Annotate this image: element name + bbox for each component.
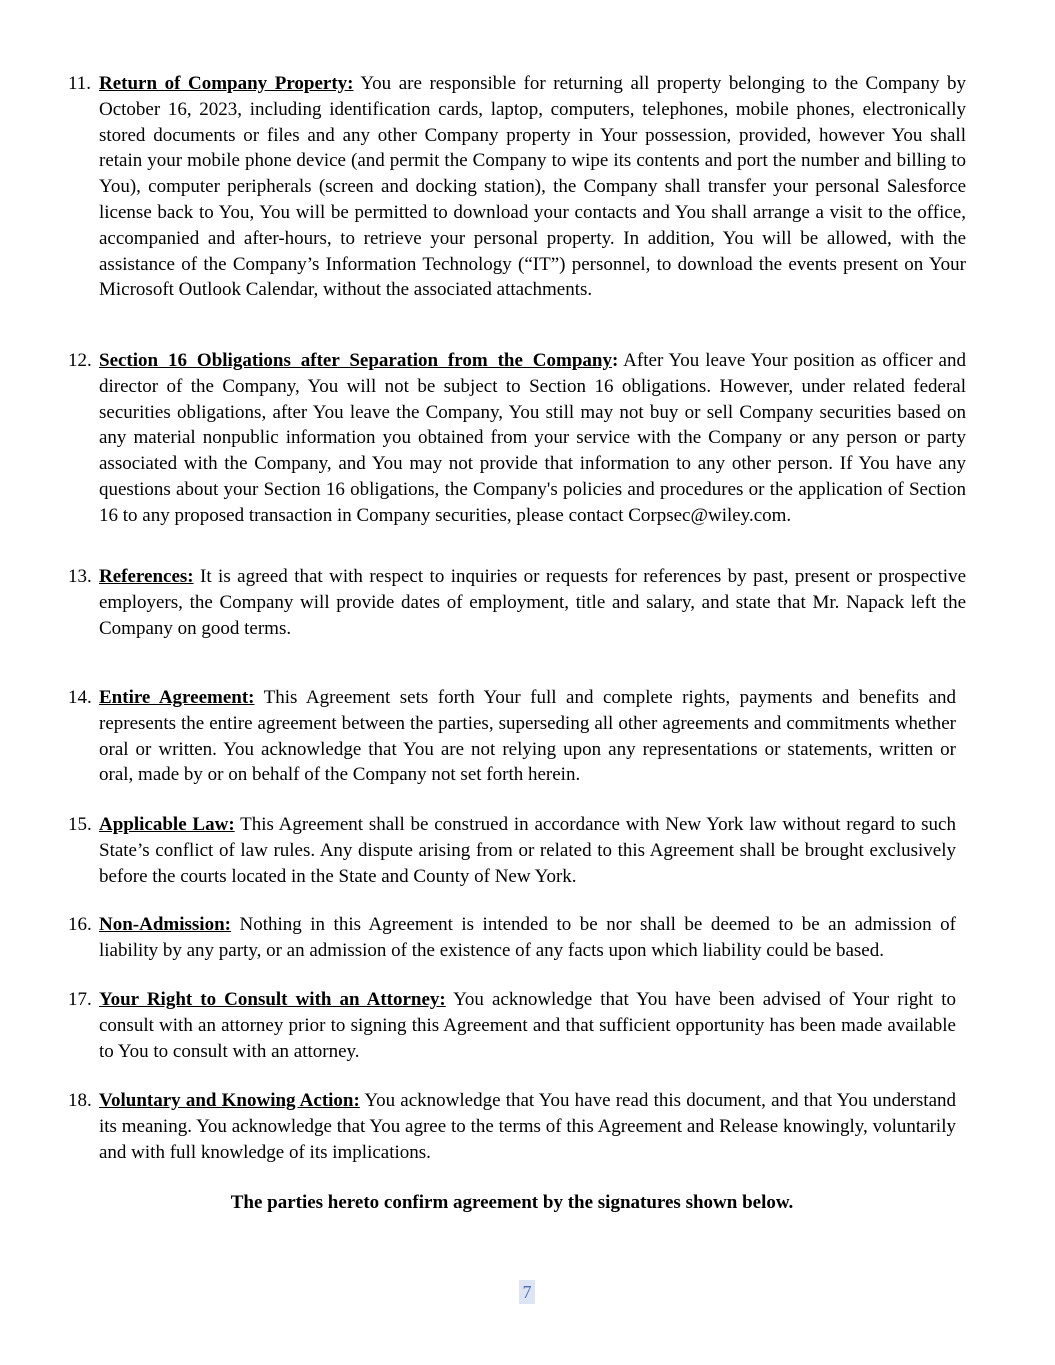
section-text: It is agreed that with respect to inquiries or requests for references by past, present or prospective employers, the Company will provide dates of employment, title and salary, and state that Mr. Napack left the Company on good terms. [99, 566, 966, 639]
section-text: You acknowledge that You have been advised of Your right to consult with an attorney prior to signing this Agreement and that sufficient opportunity has been made available to You to consult with an attorney. [99, 989, 956, 1062]
section-heading: Applicable Law: [99, 814, 235, 835]
section-paragraph [99, 912, 956, 964]
section-text: You are responsible for returning all property belonging to the Company by October 16, 2023, including identification cards, laptop, computers, telephones, mobile phones, electronically stored documents or files and any other Company property in Your possession, provided, however You shall retain your mobile phone device (and permit the Company to wipe its contents and port the number and billing to You), computer peripherals (screen and docking station), the Company shall transfer your personal Salesforce license back to You, You will be permitted to download your contacts and You shall arrange a visit to the office, accompanied and after-hours, to retrieve your personal property. In addition, You will be allowed, with the assistance of the Company’s Information Technology (“IT”) personnel, to download the events present on Your Microsoft Outlook Calendar, without the associated attachments. [99, 73, 966, 301]
section-number: 16. [68, 914, 92, 935]
section-paragraph [99, 987, 956, 1064]
section-heading-colon: : [612, 350, 619, 371]
section-paragraph [99, 685, 956, 788]
section-heading: Entire Agreement: [99, 687, 255, 708]
section-heading: Non-Admission: [99, 914, 231, 935]
section-text: You acknowledge that You have read this document, and that You understand its meaning. You acknowledge that You agree to the terms of this Agreement and Release knowingly, voluntarily and with full knowledge of its implications. [99, 1090, 956, 1163]
section-18 [68, 1088, 956, 1165]
section-heading: Return of Company Property: [99, 73, 354, 94]
section-heading: Voluntary and Knowing Action: [99, 1090, 360, 1111]
section-text: Nothing in this Agreement is intended to be nor shall be deemed to be an admission of liability by any party, or an admission of the existence of any facts upon which liability could be based. [99, 914, 956, 961]
page-number: 7 [519, 1280, 535, 1304]
section-text: This Agreement sets forth Your full and complete rights, payments and benefits and represents the entire agreement between the parties, superseding all other agreements and commitments whether oral or written. You acknowledge that You are not relying upon any representations or statements, written or oral, made by or on behalf of the Company not set forth herein. [99, 687, 956, 786]
section-paragraph [99, 71, 966, 303]
section-14 [68, 685, 956, 788]
section-16 [68, 912, 956, 964]
section-text: After You leave Your position as officer and director of the Company, You will not be subject to Section 16 obligations. However, under related federal securities obligations, after You leave the Company, You still may not buy or sell Company securities based on any material nonpublic information you obtained from your service with the Company or any person or party associated with the Company, and You may not provide that information to any other person. If You have any questions about your Section 16 obligations, the Company's policies and procedures or the application of Section 16 to any proposed transaction in Company securities, please contact Corpsec@wiley.com. [99, 350, 966, 526]
section-number: 11. [68, 73, 92, 94]
section-paragraph [99, 812, 956, 889]
section-number: 17. [68, 989, 92, 1010]
section-heading: References: [99, 566, 194, 587]
section-12 [68, 348, 966, 529]
section-number: 18. [68, 1090, 92, 1111]
section-heading: Your Right to Consult with an Attorney: [99, 989, 446, 1010]
section-text: This Agreement shall be construed in accordance with New York law without regard to such State’s conflict of law rules. Any dispute arising from or related to this Agreement shall be brought exclusively before the courts located in the State and County of New York. [99, 814, 956, 887]
section-13 [68, 564, 966, 641]
section-number: 15. [68, 814, 92, 835]
section-paragraph [99, 1088, 956, 1165]
section-number: 14. [68, 687, 92, 708]
section-11 [68, 71, 966, 303]
section-17 [68, 987, 956, 1064]
section-number: 13. [68, 566, 92, 587]
section-paragraph [99, 348, 966, 529]
section-paragraph [99, 564, 966, 641]
section-number: 12. [68, 350, 92, 371]
closing-statement: The parties hereto confirm agreement by the signatures shown below. [230, 1192, 794, 1213]
section-heading: Section 16 Obligations after Separation from the Company [99, 350, 612, 371]
section-15 [68, 812, 956, 889]
